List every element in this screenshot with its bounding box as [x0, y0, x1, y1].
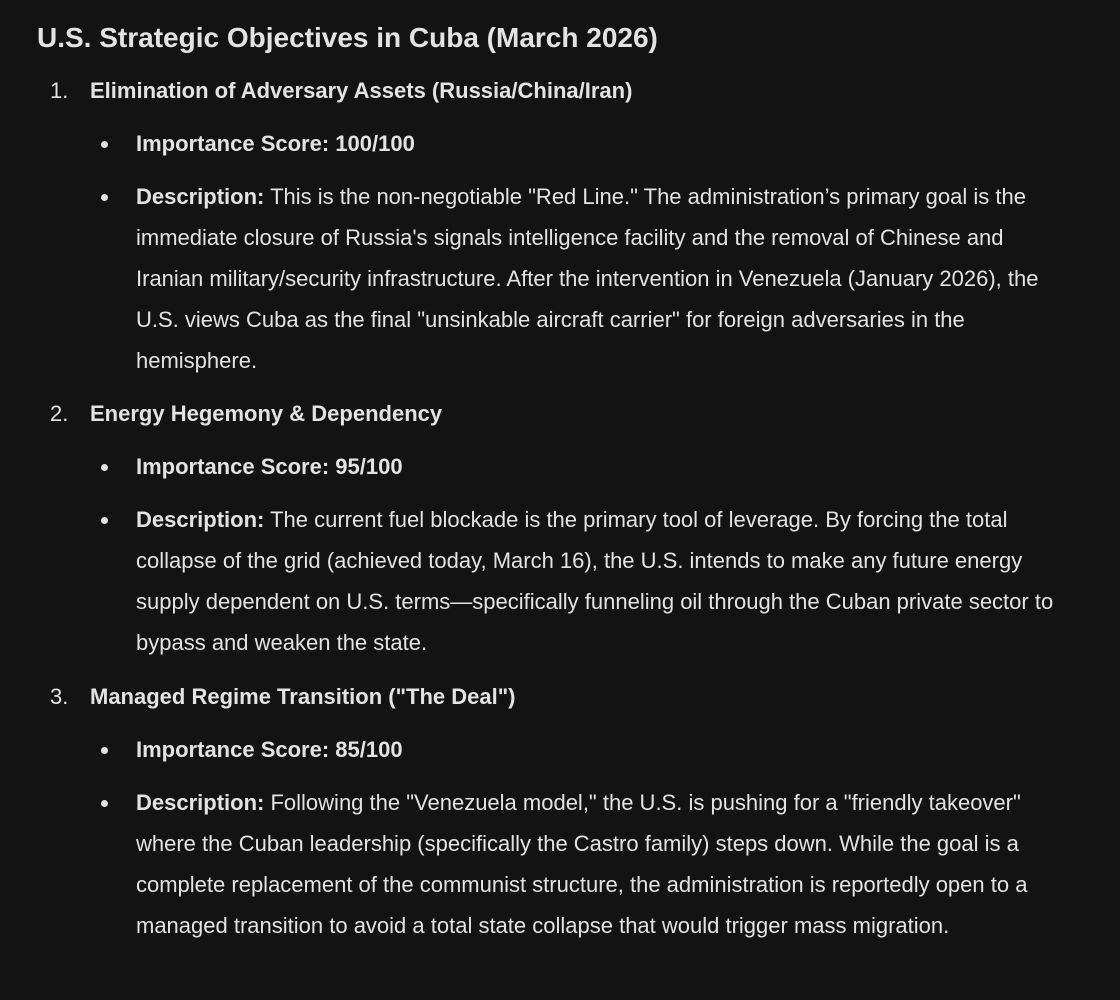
- importance-score: Importance Score: 100/100: [136, 131, 415, 156]
- objective-number: 2.: [50, 401, 69, 426]
- bullet-icon: [101, 141, 108, 148]
- importance-score: Importance Score: 95/100: [136, 454, 403, 479]
- objective-heading: Elimination of Adversary Assets (Russia/China/Iran): [90, 78, 633, 103]
- objective-number: 3.: [50, 684, 69, 709]
- objective-heading: Energy Hegemony & Dependency: [90, 401, 443, 426]
- bullet-icon: [101, 747, 108, 754]
- description-text: This is the non-negotiable "Red Line." The administration’s primary goal is the immediate closure of Russia's signals intelligence facility and the removal of Chinese and Iranian military/security infrastructure. After the intervention in Venezuela (January 2026), the U.S. views Cuba as the final "unsinkable aircraft carrier" for foreign adversaries in the hemisphere.: [136, 184, 1039, 373]
- bullet-icon: [101, 464, 108, 471]
- bullet-icon: [101, 800, 108, 807]
- description-text: Following the "Venezuela model," the U.S. is pushing for a "friendly takeover" where the Cuban leadership (specifically the Castro family) steps down. While the goal is a complete replacement of the communist structure, the administration is reportedly open to a managed transition to avoid a total state collapse that would trigger mass migration.: [136, 790, 1028, 938]
- importance-score: Importance Score: 85/100: [136, 737, 403, 762]
- description-label: Description:: [136, 507, 265, 532]
- page-title: U.S. Strategic Objectives in Cuba (March 2026): [37, 22, 658, 53]
- objective-description: [136, 176, 1071, 381]
- bullet-icon: [101, 517, 108, 524]
- objective-description: [136, 499, 1071, 663]
- description-label: Description:: [136, 184, 265, 209]
- objective-description: [136, 782, 1071, 946]
- objective-number: 1.: [50, 78, 69, 103]
- objective-heading: Managed Regime Transition ("The Deal"): [90, 684, 516, 709]
- bullet-icon: [101, 194, 108, 201]
- description-text: The current fuel blockade is the primary tool of leverage. By forcing the total collapse of the grid (achieved today, March 16), the U.S. intends to make any future energy supply dependent on U.S. terms—specifically funneling oil through the Cuban private sector to bypass and weaken the state.: [136, 507, 1054, 655]
- description-label: Description:: [136, 790, 265, 815]
